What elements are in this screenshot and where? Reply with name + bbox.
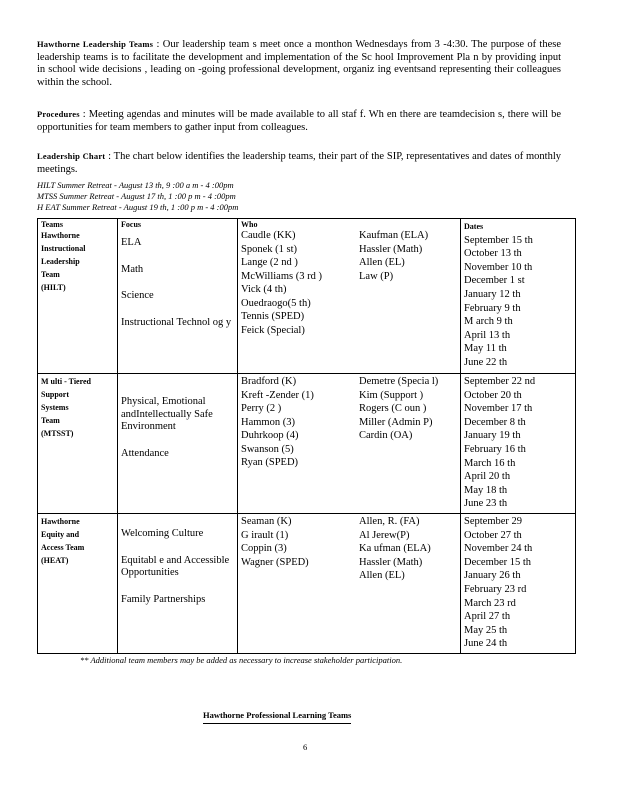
meeting-date: June 24 th <box>464 638 508 650</box>
focus-item: Family Partnerships <box>121 593 206 605</box>
member-name: Coppin (3) <box>241 543 287 554</box>
member-name: Vick (4 th) <box>241 284 287 295</box>
col-header-focus: Focus <box>121 220 141 229</box>
team-name-line: M ulti - Tiered <box>41 377 91 386</box>
footnote: ** Additional team members may be added as necessary to increase stakeholder participation. <box>80 655 403 665</box>
member-name: McWilliams (3 rd ) <box>241 270 322 282</box>
meeting-date: October 20 th <box>464 389 522 401</box>
member-name: Kaufman (ELA) <box>359 230 429 241</box>
col-header-who: Who <box>241 220 258 229</box>
team-name-line: Equity and <box>41 530 80 539</box>
team-name-line: (HEAT) <box>41 556 69 565</box>
member-name: Allen (EL) <box>359 570 405 581</box>
meeting-date: February 16 th <box>464 443 526 455</box>
member-name: Ouedraogo(5 th) <box>241 297 311 309</box>
team-cell <box>38 219 118 374</box>
table-row <box>38 219 576 374</box>
meeting-date: September 29 <box>464 516 523 527</box>
meeting-date: June 22 th <box>464 356 508 368</box>
meeting-date: January 19 th <box>464 430 521 442</box>
meeting-date: September 15 th <box>464 234 533 246</box>
meeting-date: February 9 th <box>464 302 521 314</box>
member-name: Law (P) <box>359 270 394 282</box>
focus-item: Math <box>121 263 144 275</box>
meeting-date: December 1 st <box>464 275 525 287</box>
member-name: Bradford (K) <box>241 376 297 387</box>
member-name: Miller (Admin P) <box>359 416 433 428</box>
team-name-line: Team <box>41 416 60 425</box>
member-name: Hassler (Math) <box>359 243 423 255</box>
member-name: Tennis (SPED) <box>241 311 305 322</box>
focus-cell <box>118 219 238 374</box>
meeting-date: May 18 th <box>464 484 508 496</box>
team-name-line: Support <box>41 390 70 399</box>
who-column-right <box>359 229 428 283</box>
who-column-left <box>241 229 359 337</box>
meeting-date: March 23 rd <box>464 597 516 609</box>
team-name-line: Hawthorne <box>41 517 80 526</box>
meeting-date: May 11 th <box>464 343 507 355</box>
procedures-heading: Procedures <box>37 109 80 119</box>
member-name: Duhrkoop (4) <box>241 430 299 441</box>
focus-item: Science <box>121 290 154 301</box>
meeting-date: February 23 rd <box>464 583 527 595</box>
member-name: Kim (Support ) <box>359 389 424 401</box>
intro-text: : Our leadership team s meet once a monthon Wednesdays from 3 -4:30. The purpose of these leadership teams is to facilitate the development and implementation of the Sc hool Improvement Pla n by providing input in school wide decisions , leading on -going professional development, organiz ing eventsand representing their colleagues within the school. <box>37 39 561 88</box>
team-name-line: Access Team <box>41 543 85 552</box>
team-cell <box>38 514 118 654</box>
meeting-date: October 13 th <box>464 248 522 260</box>
member-name: Seaman (K) <box>241 516 292 527</box>
dates-cell <box>461 514 576 654</box>
who-cell <box>238 219 461 374</box>
meeting-date: March 16 th <box>464 457 516 469</box>
member-name: Ryan (SPED) <box>241 457 299 468</box>
page-number: 6 <box>303 742 308 752</box>
meeting-date: January 26 th <box>464 570 521 582</box>
who-column-right <box>359 375 438 443</box>
who-cell <box>238 374 461 514</box>
member-name: Caudle (KK) <box>241 230 296 241</box>
team-name-line: Team <box>41 270 60 279</box>
meeting-date: May 25 th <box>464 624 508 636</box>
intro-paragraph <box>37 38 561 89</box>
focus-item: Equitabl e and Accessible Opportunities <box>121 554 230 578</box>
meeting-date: December 8 th <box>464 416 526 428</box>
member-name: Demetre (Specia l) <box>359 376 439 387</box>
focus-item: Attendance <box>121 447 169 459</box>
team-name-line: Systems <box>41 403 69 412</box>
member-name: Sponek (1 st) <box>241 243 297 255</box>
meeting-date: December 15 th <box>464 556 532 568</box>
chart-intro-text: : The chart below identifies the leadership teams, their part of the SIP, representatives and dates of monthly meetings. <box>37 151 562 175</box>
dates-cell <box>461 219 576 374</box>
who-cell <box>238 514 461 654</box>
retreat-list <box>37 180 238 213</box>
member-name: Ka ufman (ELA) <box>359 543 431 554</box>
team-name-line: Leadership <box>41 257 80 266</box>
meeting-date: June 23 th <box>464 498 508 510</box>
meeting-date: January 12 th <box>464 288 521 300</box>
focus-item: Physical, Emotional andIntellectually Safe Environment <box>121 396 213 432</box>
member-name: Rogers (C oun ) <box>359 403 427 414</box>
focus-item: Welcoming Culture <box>121 528 204 539</box>
procedures-paragraph <box>37 108 561 134</box>
focus-cell <box>118 514 238 654</box>
chart-intro-paragraph <box>37 150 561 176</box>
col-header-teams: Teams <box>41 220 63 229</box>
col-header-dates: Dates <box>464 222 484 231</box>
team-name-line: Hawthorne <box>41 231 80 240</box>
member-name: Hammon (3) <box>241 416 295 428</box>
section-title: Hawthorne Professional Learning Teams <box>203 709 351 724</box>
member-name: Swanson (5) <box>241 443 294 455</box>
member-name: Allen (EL) <box>359 257 405 268</box>
who-column-left <box>241 375 359 470</box>
table-row <box>38 374 576 514</box>
meeting-date: April 13 th <box>464 329 511 341</box>
team-name-line: (MTSST) <box>41 429 74 438</box>
meeting-date: April 20 th <box>464 471 511 483</box>
member-name: Allen, R. (FA) <box>359 516 420 527</box>
meeting-date: November 10 th <box>464 261 533 273</box>
member-name: Wagner (SPED) <box>241 556 309 568</box>
member-name: Feick (Special) <box>241 324 305 336</box>
meeting-date: September 22 nd <box>464 376 536 387</box>
leadership-table <box>37 218 576 654</box>
who-column-left <box>241 515 359 569</box>
retreat-item: H EAT Summer Retreat - August 19 th, 1 :00 p m - 4 :00pm <box>37 202 239 212</box>
meeting-date: November 17 th <box>464 403 533 415</box>
member-name: Lange (2 nd ) <box>241 257 298 268</box>
chart-intro-heading: Leadership Chart <box>37 151 106 161</box>
meeting-date: October 27 th <box>464 529 522 541</box>
meeting-date: November 24 th <box>464 543 533 555</box>
dates-cell <box>461 374 576 514</box>
team-name-line: Instructional <box>41 244 86 253</box>
procedures-text: : Meeting agendas and minutes will be made available to all staf f. Wh en there are teamdecision s, there will be opportunities for team members to gather input from colleagues. <box>37 109 561 133</box>
member-name: Kreft -Zender (1) <box>241 389 314 401</box>
focus-cell <box>118 374 238 514</box>
member-name: Al Jerew(P) <box>359 529 410 541</box>
meeting-date: April 27 th <box>464 611 511 623</box>
meeting-date: M arch 9 th <box>464 316 513 328</box>
retreat-item: HILT Summer Retreat - August 13 th, 9 :00 a m - 4 :00pm <box>37 180 234 190</box>
member-name: G irault (1) <box>241 529 289 541</box>
team-cell <box>38 374 118 514</box>
member-name: Perry (2 ) <box>241 403 282 414</box>
member-name: Hassler (Math) <box>359 556 423 568</box>
intro-heading: Hawthorne Leadership Teams <box>37 39 154 49</box>
table-row <box>38 514 576 654</box>
member-name: Cardin (OA) <box>359 430 413 441</box>
focus-item: Instructional Technol og y <box>121 316 232 328</box>
who-column-right <box>359 515 431 583</box>
retreat-item: MTSS Summer Retreat - August 17 th, 1 :00 p m - 4 :00pm <box>37 191 236 201</box>
focus-item: ELA <box>121 237 142 248</box>
team-name-line: (HILT) <box>41 283 66 292</box>
